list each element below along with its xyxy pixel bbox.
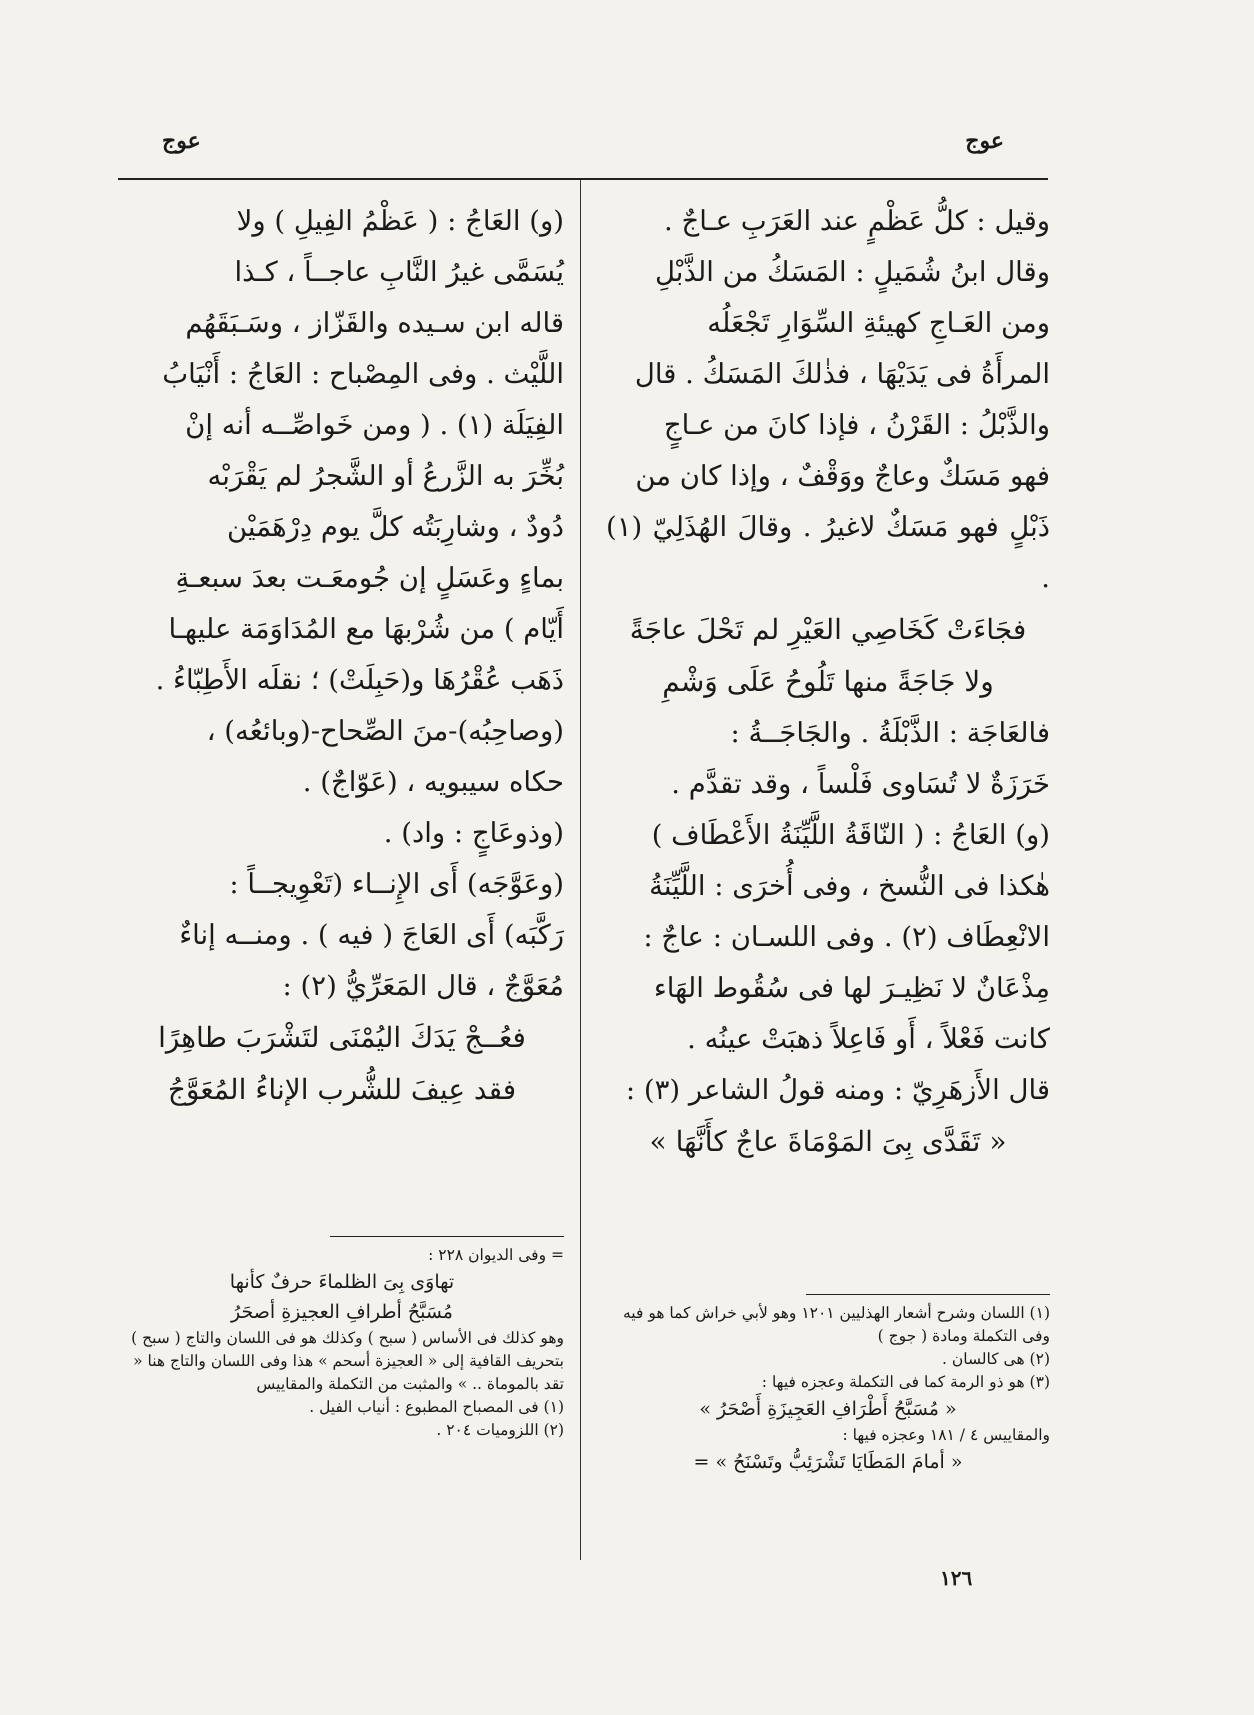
text-line: يُسَمَّى غيرُ النَّابِ عاجــاً ، كـذا (234, 256, 564, 288)
verse-line: ولا جَاجَةً منها تَلُوحُ عَلَى وَشْمِ (662, 665, 994, 698)
footnote-verse: مُسَبَّحُ أطرافِ العجيزةِ أصحَرُ (231, 1301, 453, 1323)
footnote-verse: تهاوَى بِىَ الظلماءَ حرفٌ كأنها (229, 1271, 455, 1293)
footnote-rule-left (330, 1236, 564, 1237)
text-line: قاله ابن سـيده والقَزّاز ، وسَـبَقَهُم (185, 307, 564, 339)
text-line: (وعَوَّجَه) أَى الإِنــاء (تَعْوِيجــاً : (229, 868, 564, 900)
text-line: الانْعِطَاف (٢) . وفى اللسـان : عاجٌ : (643, 921, 1050, 953)
text-line: (و) العَاجُ : ( النّاقَةُ اللَّيِّنَةُ الأَعْطَاف ) (651, 819, 1050, 851)
verse-line: « تَقَدَّى بِىَ المَوْمَاةَ عاجٌ كأَنَّهَا » (649, 1125, 1007, 1158)
text-line: فهو مَسَكٌ وعاجٌ ووَقْفٌ ، وإذا كان من (635, 460, 1050, 492)
text-line: والذَّبْلُ : القَرْنُ ، فإذا كانَ من عـاجٍ (663, 409, 1050, 441)
text-line: فالعَاجَة : الذَّبْلَةُ . والجَاجَــةُ : (730, 717, 1050, 749)
text-line: المرأَةُ فى يَدَيْهَا ، فذٰلكَ المَسَكُ . قال (634, 358, 1050, 390)
text-line: الفِيَلَة (١) . ( ومن خَواصِّــه أنه إنْ (185, 409, 564, 441)
text-line: بُخِّرَ به الزَّرعُ أو الشَّجرُ لم يَقْرَبْه (207, 460, 564, 492)
text-line: وقال ابنُ شُمَيلٍ : المَسَكُ من الذَّبْلِ (654, 256, 1050, 288)
footnotes-left (120, 1244, 564, 1442)
right-column (606, 196, 1050, 1168)
running-head-left: عوج (162, 128, 201, 154)
text-line: (وذوعَاجٍ : واد) . (383, 817, 564, 849)
verse-line: فقد عِيفَ للشُّرب الإناءُ المُعَوَّجُ (167, 1073, 517, 1106)
text-line: بماءٍ وعَسَلٍ إن جُومعَـت بعدَ سبعـةِ (175, 562, 564, 594)
footnotes-right (606, 1302, 1050, 1477)
text-line: خَرَزَةٌ لا تُسَاوى فَلْساً ، وقد تقدَّم . (671, 768, 1050, 800)
header-rule (118, 178, 1048, 180)
footnote-note: وهو كذلك فى الأساس ( سبح ) وكذلك هو فى اللسان والتاج ( سبح ) بتحريف القافية إلى « العجيزة أسحم » هذا وفى اللسان والتاج هنا « تقد بالموماة .. » والمثبت من التكملة والمقاييس (131, 1329, 564, 1393)
text-line: دُودٌ ، وشارِبَتُه كلَّ يوم دِرْهَمَيْن (227, 511, 564, 543)
footnote-intro: = وفى الديوان ٢٢٨ : (428, 1246, 564, 1264)
text-line: ذَبْلٍ فهو مَسَكٌ لاغيرُ . وقالَ الهُذَلِيّ (١) . (606, 511, 1050, 594)
text-line: قال الأَزهَرِيّ : ومنه قولُ الشاعر (٣) : (625, 1074, 1050, 1106)
footnote: (٢) اللزوميات ٢٠٤ . (436, 1421, 564, 1439)
footnote: (٣) هو ذو الرمة كما فى التكملة وعجزه فيها : (761, 1373, 1050, 1391)
verse-line: فعُــجْ يَدَكَ اليُمْنَى لتَشْرَبَ طاهِرًا (158, 1021, 526, 1054)
footnote-rule-right (806, 1294, 1050, 1295)
text-line: (وصاحِبُه)-منَ الصِّحاح-(وبائعُه) ، (206, 715, 564, 747)
footnote-verse: « أمامَ المَطَايَا تَشْرَئِبُّ وتَسْنَحُ » = (693, 1451, 963, 1473)
footnote: (٢) هى كالسان . (942, 1350, 1050, 1368)
text-line: مِذْعَانٌ لا نَظِيـرَ لها فى سُقُوط الهَاء (653, 972, 1050, 1004)
text-line: كانت فَعْلاً ، أَو فَاعِلاً ذهبَتْ عينُه . (687, 1023, 1050, 1055)
running-head-right: عوج (965, 128, 1004, 154)
text-line: وقيل : كلُّ عَظْمٍ عند العَرَبِ عـاجٌ . (663, 205, 1050, 237)
text-line: هٰكذا فى النُّسخ ، وفى أُخرَى : اللَّيِّنَةُ (649, 870, 1050, 902)
column-separator (580, 180, 581, 1560)
text-line: أَيّام ) من شُرْبهَا مع المُدَاوَمَة عليهـا (168, 613, 564, 645)
text-line: ومن العَـاجِ كهيئةِ السِّوَارِ تَجْعَلُه (707, 307, 1050, 339)
text-line: ذَهَب عُقْرُهَا و(حَبِلَتْ) ؛ نقلَه الأَطِبّاءُ . (155, 664, 564, 696)
footnote: (١) فى المصباح المطبوع : أنياب الفيل . (309, 1398, 564, 1416)
text-line: حكاه سيبويه ، (عَوّاجٌ) . (302, 766, 564, 798)
page-number: ١٢٦ (940, 1566, 973, 1590)
text-line: اللَّيْث . وفى المِصْباح : العَاجُ : أَنْيَابُ (162, 358, 564, 390)
footnote-verse: « مُسَبَّحُ أَطْرَافِ العَجِيزَةِ أَصْحَرُ » (699, 1398, 957, 1420)
text-line: مُعَوَّجٌ ، قال المَعَرِّيُّ (٢) : (282, 970, 564, 1002)
footnote: (١) اللسان وشرح أشعار الهذليين ١٢٠١ وهو لأبي خراش كما هو فيه وفى التكملة ومادة ( جوج ) (623, 1304, 1050, 1345)
left-column (120, 196, 564, 1116)
text-line: رَكَّبَه) أَى العَاجَ ( فيه ) . ومنــه إناءٌ (179, 919, 564, 951)
verse-line: فجَاءَتْ كَخَاصِي العَيْرِ لم تَحْلَ عاجَةً (629, 613, 1027, 646)
text-line: (و) العَاجُ : ( عَظْمُ الفِيلِ ) ولا (236, 205, 564, 237)
footnote-note: والمقاييس ٤ / ١٨١ وعجزه فيها : (842, 1426, 1050, 1444)
